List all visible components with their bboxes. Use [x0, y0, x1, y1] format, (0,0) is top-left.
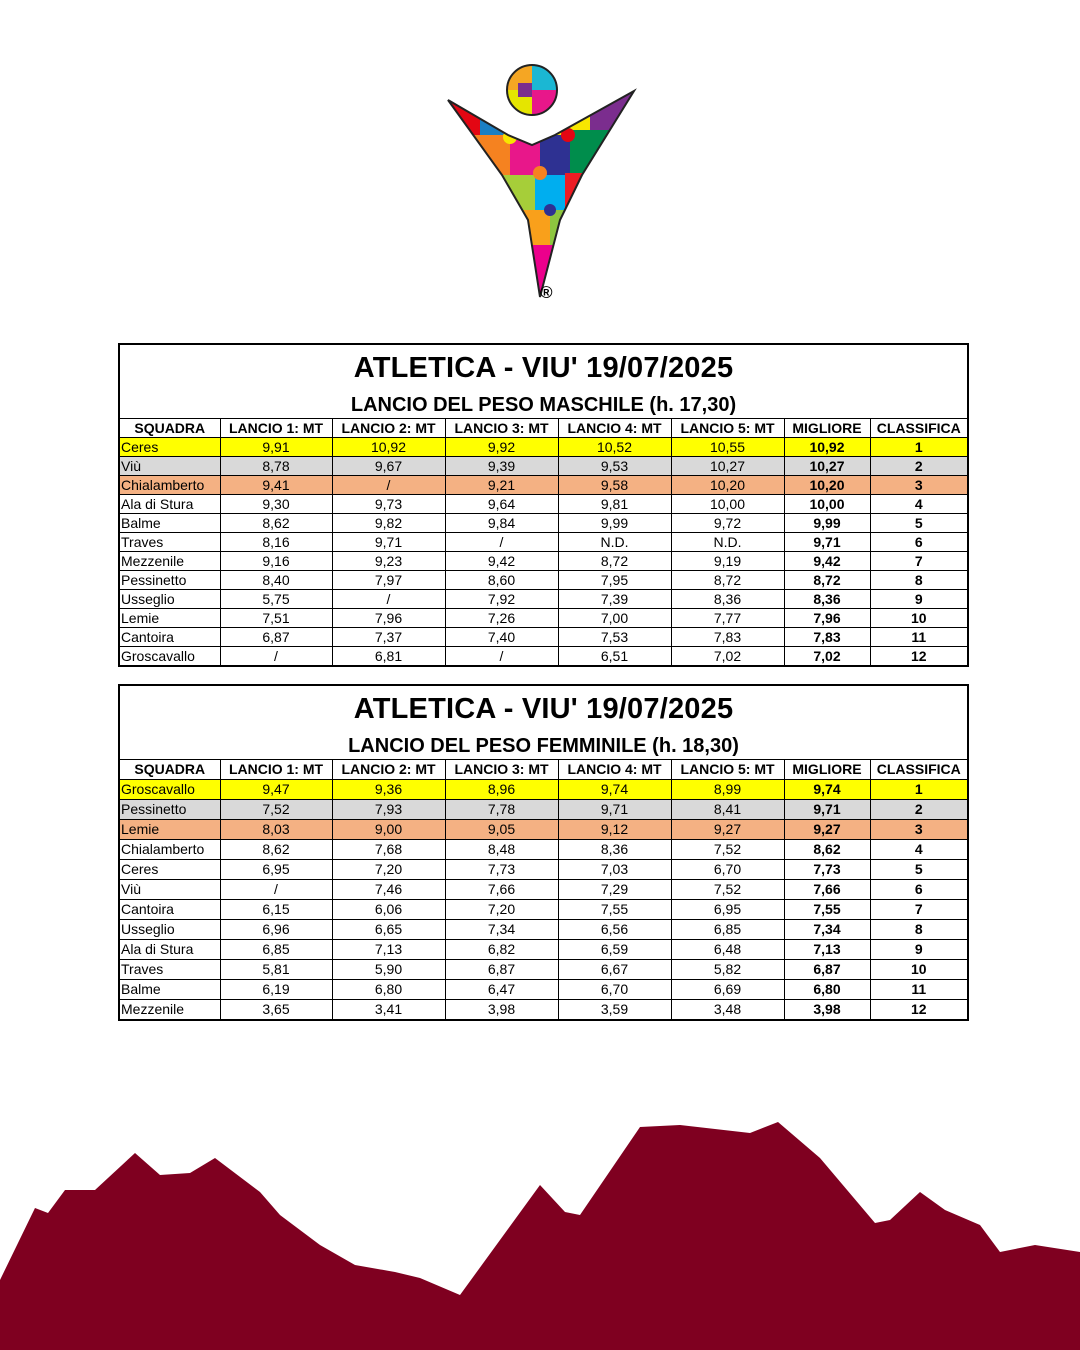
lancio-4-cell: 6,67: [558, 960, 671, 980]
best-cell: 8,36: [784, 590, 870, 609]
best-cell: 3,98: [784, 1000, 870, 1020]
best-cell: 7,96: [784, 609, 870, 628]
puzzle-figure-logo: [440, 55, 640, 305]
lancio-5-cell: N.D.: [671, 533, 784, 552]
lancio-2-cell: 9,82: [332, 514, 445, 533]
lancio-4-cell: 8,36: [558, 840, 671, 860]
best-cell: 8,62: [784, 840, 870, 860]
registered-mark: ®: [540, 283, 553, 302]
lancio-5-cell: 6,48: [671, 940, 784, 960]
team-cell: Ceres: [120, 438, 220, 457]
lancio-3-cell: 7,40: [445, 628, 558, 647]
team-cell: Chialamberto: [120, 840, 220, 860]
header-row: [120, 419, 967, 438]
rank-cell: 1: [870, 780, 967, 800]
lancio-2-cell: 7,68: [332, 840, 445, 860]
lancio-2-cell: 7,37: [332, 628, 445, 647]
table-subtitle: LANCIO DEL PESO MASCHILE (h. 17,30): [120, 389, 967, 419]
lancio-4-cell: 9,58: [558, 476, 671, 495]
lancio-5-cell: 10,20: [671, 476, 784, 495]
best-cell: 9,71: [784, 800, 870, 820]
lancio-1-cell: 6,15: [220, 900, 332, 920]
best-cell: 8,72: [784, 571, 870, 590]
team-cell: Viù: [120, 880, 220, 900]
best-cell: 9,42: [784, 552, 870, 571]
lancio-3-cell: 9,21: [445, 476, 558, 495]
table-row: [120, 800, 967, 820]
lancio-5-cell: 9,72: [671, 514, 784, 533]
lancio-5-cell: 6,95: [671, 900, 784, 920]
lancio-1-cell: /: [220, 880, 332, 900]
rank-cell: 2: [870, 457, 967, 476]
header-row: [120, 760, 967, 780]
lancio-4-cell: 9,12: [558, 820, 671, 840]
results-grid: [120, 419, 967, 665]
lancio-1-cell: 9,16: [220, 552, 332, 571]
table-row: [120, 533, 967, 552]
lancio-3-cell: 6,47: [445, 980, 558, 1000]
lancio-2-cell: 3,41: [332, 1000, 445, 1020]
rank-cell: 8: [870, 920, 967, 940]
table-row: [120, 940, 967, 960]
lancio-1-cell: 6,85: [220, 940, 332, 960]
lancio-1-cell: 6,95: [220, 860, 332, 880]
team-cell: Ceres: [120, 860, 220, 880]
lancio-1-cell: 8,03: [220, 820, 332, 840]
lancio-1-cell: 5,75: [220, 590, 332, 609]
lancio-5-cell: 6,69: [671, 980, 784, 1000]
team-cell: Mezzenile: [120, 552, 220, 571]
lancio-3-cell: 8,60: [445, 571, 558, 590]
lancio-3-cell: 9,42: [445, 552, 558, 571]
puzzle-figure-logo-icon: [440, 55, 640, 305]
lancio-4-cell: 7,95: [558, 571, 671, 590]
team-cell: Cantoira: [120, 628, 220, 647]
lancio-1-cell: 5,81: [220, 960, 332, 980]
col-header-lancio-5: LANCIO 5: MT: [671, 419, 784, 438]
lancio-4-cell: 8,72: [558, 552, 671, 571]
best-cell: 7,73: [784, 860, 870, 880]
lancio-5-cell: 9,19: [671, 552, 784, 571]
lancio-3-cell: 6,87: [445, 960, 558, 980]
team-cell: Groscavallo: [120, 780, 220, 800]
lancio-3-cell: /: [445, 647, 558, 666]
team-cell: Traves: [120, 960, 220, 980]
lancio-5-cell: 6,85: [671, 920, 784, 940]
team-cell: Viù: [120, 457, 220, 476]
rank-cell: 4: [870, 495, 967, 514]
table-row: [120, 476, 967, 495]
lancio-5-cell: 10,55: [671, 438, 784, 457]
lancio-1-cell: 8,40: [220, 571, 332, 590]
rank-cell: 11: [870, 980, 967, 1000]
best-cell: 7,66: [784, 880, 870, 900]
table-row: [120, 590, 967, 609]
lancio-4-cell: 7,03: [558, 860, 671, 880]
lancio-5-cell: 8,36: [671, 590, 784, 609]
lancio-4-cell: 6,51: [558, 647, 671, 666]
rank-cell: 3: [870, 820, 967, 840]
lancio-3-cell: 9,84: [445, 514, 558, 533]
col-header-lancio-3: LANCIO 3: MT: [445, 419, 558, 438]
table-row: [120, 609, 967, 628]
results-table-men: [118, 343, 969, 667]
lancio-5-cell: 3,48: [671, 1000, 784, 1020]
lancio-4-cell: 6,70: [558, 980, 671, 1000]
table-row: [120, 880, 967, 900]
lancio-4-cell: 9,71: [558, 800, 671, 820]
lancio-2-cell: 9,23: [332, 552, 445, 571]
lancio-2-cell: 7,97: [332, 571, 445, 590]
team-cell: Pessinetto: [120, 800, 220, 820]
table-row: [120, 571, 967, 590]
rank-cell: 4: [870, 840, 967, 860]
results-body: [120, 780, 967, 1020]
lancio-1-cell: 6,19: [220, 980, 332, 1000]
lancio-2-cell: 6,81: [332, 647, 445, 666]
lancio-5-cell: 7,83: [671, 628, 784, 647]
table-row: [120, 780, 967, 800]
lancio-1-cell: 9,41: [220, 476, 332, 495]
rank-cell: 7: [870, 900, 967, 920]
best-cell: 7,13: [784, 940, 870, 960]
lancio-4-cell: 9,99: [558, 514, 671, 533]
lancio-1-cell: 6,96: [220, 920, 332, 940]
table-row: [120, 900, 967, 920]
lancio-4-cell: 7,29: [558, 880, 671, 900]
table-row: [120, 960, 967, 980]
lancio-5-cell: 8,99: [671, 780, 784, 800]
table-row: [120, 840, 967, 860]
best-cell: 7,83: [784, 628, 870, 647]
best-cell: 9,74: [784, 780, 870, 800]
rank-cell: 6: [870, 533, 967, 552]
lancio-5-cell: 7,52: [671, 880, 784, 900]
col-header-classifica: CLASSIFICA: [870, 419, 967, 438]
lancio-5-cell: 9,27: [671, 820, 784, 840]
lancio-1-cell: 9,30: [220, 495, 332, 514]
table-row: [120, 860, 967, 880]
table-row: [120, 647, 967, 666]
lancio-3-cell: 3,98: [445, 1000, 558, 1020]
results-table-women: [118, 684, 969, 1021]
lancio-3-cell: 7,34: [445, 920, 558, 940]
lancio-1-cell: 9,47: [220, 780, 332, 800]
lancio-2-cell: 7,93: [332, 800, 445, 820]
lancio-1-cell: 7,51: [220, 609, 332, 628]
rank-cell: 8: [870, 571, 967, 590]
table-row: [120, 514, 967, 533]
lancio-2-cell: 7,96: [332, 609, 445, 628]
lancio-3-cell: 8,96: [445, 780, 558, 800]
team-cell: Usseglio: [120, 920, 220, 940]
lancio-1-cell: 8,62: [220, 514, 332, 533]
rank-cell: 5: [870, 860, 967, 880]
team-cell: Traves: [120, 533, 220, 552]
lancio-5-cell: 10,27: [671, 457, 784, 476]
best-cell: 7,55: [784, 900, 870, 920]
rank-cell: 9: [870, 590, 967, 609]
rank-cell: 11: [870, 628, 967, 647]
team-cell: Mezzenile: [120, 1000, 220, 1020]
lancio-2-cell: 7,13: [332, 940, 445, 960]
lancio-4-cell: 7,53: [558, 628, 671, 647]
lancio-4-cell: 6,56: [558, 920, 671, 940]
col-header-classifica: CLASSIFICA: [870, 760, 967, 780]
lancio-4-cell: 7,00: [558, 609, 671, 628]
col-header-lancio-1: LANCIO 1: MT: [220, 760, 332, 780]
lancio-5-cell: 7,02: [671, 647, 784, 666]
team-cell: Lemie: [120, 820, 220, 840]
rank-cell: 10: [870, 609, 967, 628]
rank-cell: 7: [870, 552, 967, 571]
col-header-lancio-2: LANCIO 2: MT: [332, 419, 445, 438]
col-header-lancio-4: LANCIO 4: MT: [558, 419, 671, 438]
lancio-2-cell: 7,46: [332, 880, 445, 900]
lancio-2-cell: 6,06: [332, 900, 445, 920]
best-cell: 9,71: [784, 533, 870, 552]
table-row: [120, 552, 967, 571]
table-title: ATLETICA - VIU' 19/07/2025: [353, 693, 734, 725]
mountain-silhouette: [0, 1100, 1080, 1350]
lancio-3-cell: 6,82: [445, 940, 558, 960]
team-cell: Usseglio: [120, 590, 220, 609]
col-header-lancio-3: LANCIO 3: MT: [445, 760, 558, 780]
lancio-5-cell: 5,82: [671, 960, 784, 980]
col-header-migliore: MIGLIORE: [784, 760, 870, 780]
lancio-3-cell: 7,20: [445, 900, 558, 920]
lancio-5-cell: 7,77: [671, 609, 784, 628]
col-header-lancio-5: LANCIO 5: MT: [671, 760, 784, 780]
rank-cell: 1: [870, 438, 967, 457]
lancio-2-cell: /: [332, 590, 445, 609]
lancio-2-cell: 9,00: [332, 820, 445, 840]
team-cell: Lemie: [120, 609, 220, 628]
rank-cell: 9: [870, 940, 967, 960]
best-cell: 10,00: [784, 495, 870, 514]
lancio-3-cell: 7,26: [445, 609, 558, 628]
best-cell: 6,87: [784, 960, 870, 980]
team-cell: Pessinetto: [120, 571, 220, 590]
best-cell: 10,20: [784, 476, 870, 495]
lancio-3-cell: 7,78: [445, 800, 558, 820]
team-cell: Balme: [120, 514, 220, 533]
lancio-1-cell: 3,65: [220, 1000, 332, 1020]
table-subtitle: LANCIO DEL PESO FEMMINILE (h. 18,30): [120, 730, 967, 760]
lancio-3-cell: /: [445, 533, 558, 552]
table-row: [120, 920, 967, 940]
lancio-2-cell: 9,67: [332, 457, 445, 476]
rank-cell: 5: [870, 514, 967, 533]
best-cell: 10,27: [784, 457, 870, 476]
lancio-3-cell: 9,05: [445, 820, 558, 840]
rank-cell: 12: [870, 647, 967, 666]
lancio-3-cell: 7,92: [445, 590, 558, 609]
lancio-4-cell: 9,53: [558, 457, 671, 476]
col-header-lancio-2: LANCIO 2: MT: [332, 760, 445, 780]
col-header-lancio-1: LANCIO 1: MT: [220, 419, 332, 438]
best-cell: 7,34: [784, 920, 870, 940]
lancio-1-cell: 7,52: [220, 800, 332, 820]
team-cell: Cantoira: [120, 900, 220, 920]
lancio-4-cell: 6,59: [558, 940, 671, 960]
team-cell: Ala di Stura: [120, 495, 220, 514]
lancio-1-cell: 9,91: [220, 438, 332, 457]
col-header-migliore: MIGLIORE: [784, 419, 870, 438]
lancio-2-cell: 6,80: [332, 980, 445, 1000]
lancio-2-cell: 10,92: [332, 438, 445, 457]
lancio-2-cell: 6,65: [332, 920, 445, 940]
lancio-4-cell: 9,74: [558, 780, 671, 800]
col-header-squadra: SQUADRA: [120, 760, 220, 780]
table-row: [120, 1000, 967, 1020]
lancio-5-cell: 8,41: [671, 800, 784, 820]
table-row: [120, 457, 967, 476]
lancio-1-cell: 6,87: [220, 628, 332, 647]
rank-cell: 6: [870, 880, 967, 900]
lancio-2-cell: /: [332, 476, 445, 495]
lancio-3-cell: 9,64: [445, 495, 558, 514]
lancio-2-cell: 7,20: [332, 860, 445, 880]
team-cell: Chialamberto: [120, 476, 220, 495]
best-cell: 6,80: [784, 980, 870, 1000]
lancio-5-cell: 6,70: [671, 860, 784, 880]
rank-cell: 2: [870, 800, 967, 820]
lancio-4-cell: 9,81: [558, 495, 671, 514]
team-cell: Ala di Stura: [120, 940, 220, 960]
lancio-3-cell: 8,48: [445, 840, 558, 860]
col-header-squadra: SQUADRA: [120, 419, 220, 438]
team-cell: Balme: [120, 980, 220, 1000]
rank-cell: 12: [870, 1000, 967, 1020]
table-row: [120, 820, 967, 840]
lancio-3-cell: 7,66: [445, 880, 558, 900]
lancio-4-cell: 7,39: [558, 590, 671, 609]
mountain-silhouette-icon: [0, 1100, 1080, 1350]
lancio-4-cell: 7,55: [558, 900, 671, 920]
lancio-5-cell: 10,00: [671, 495, 784, 514]
table-row: [120, 495, 967, 514]
table-row: [120, 980, 967, 1000]
lancio-2-cell: 9,73: [332, 495, 445, 514]
best-cell: 9,99: [784, 514, 870, 533]
table-row: [120, 628, 967, 647]
lancio-4-cell: 10,52: [558, 438, 671, 457]
best-cell: 10,92: [784, 438, 870, 457]
lancio-4-cell: N.D.: [558, 533, 671, 552]
lancio-1-cell: 8,62: [220, 840, 332, 860]
lancio-3-cell: 9,92: [445, 438, 558, 457]
lancio-1-cell: 8,78: [220, 457, 332, 476]
table-title: ATLETICA - VIU' 19/07/2025: [353, 352, 734, 384]
rank-cell: 10: [870, 960, 967, 980]
lancio-3-cell: 9,39: [445, 457, 558, 476]
lancio-4-cell: 3,59: [558, 1000, 671, 1020]
lancio-3-cell: 7,73: [445, 860, 558, 880]
table-row: [120, 438, 967, 457]
best-cell: 9,27: [784, 820, 870, 840]
col-header-lancio-4: LANCIO 4: MT: [558, 760, 671, 780]
team-cell: Groscavallo: [120, 647, 220, 666]
lancio-5-cell: 8,72: [671, 571, 784, 590]
best-cell: 7,02: [784, 647, 870, 666]
lancio-2-cell: 9,36: [332, 780, 445, 800]
lancio-2-cell: 9,71: [332, 533, 445, 552]
lancio-5-cell: 7,52: [671, 840, 784, 860]
lancio-2-cell: 5,90: [332, 960, 445, 980]
lancio-1-cell: 8,16: [220, 533, 332, 552]
results-body: [120, 438, 967, 666]
rank-cell: 3: [870, 476, 967, 495]
lancio-1-cell: /: [220, 647, 332, 666]
results-grid: [120, 760, 967, 1019]
